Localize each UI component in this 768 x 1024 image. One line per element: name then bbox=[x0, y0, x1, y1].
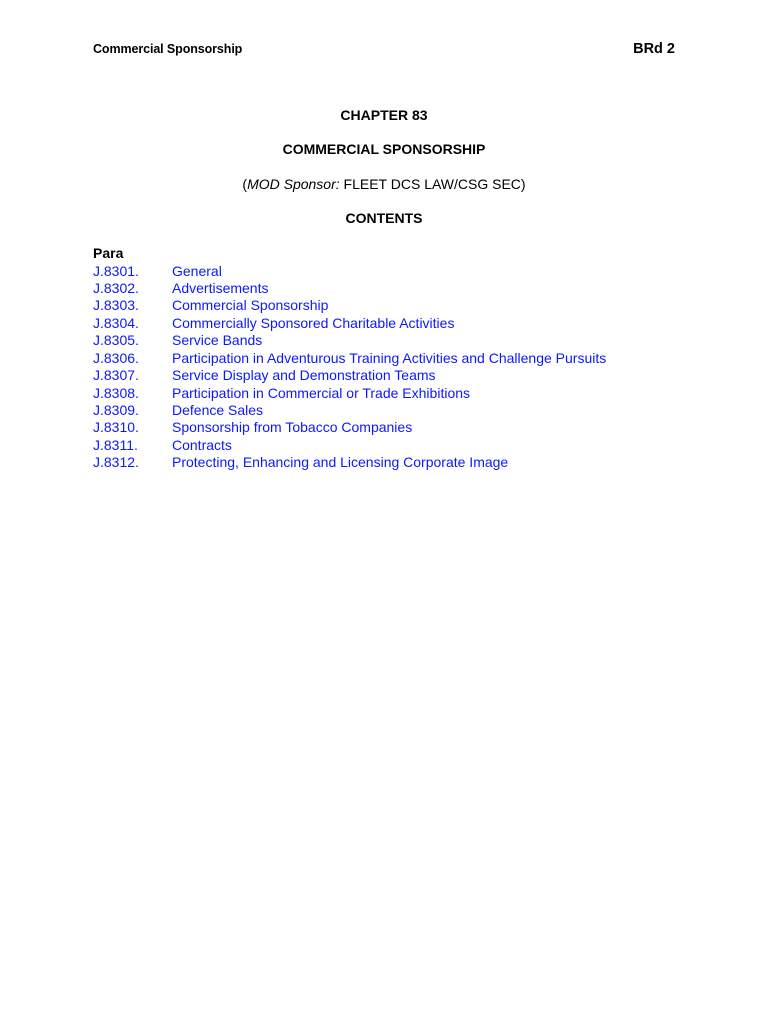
toc-entry[interactable] bbox=[93, 419, 606, 436]
toc-entry[interactable] bbox=[93, 297, 606, 314]
toc-entry-number[interactable]: J.8305. bbox=[93, 332, 139, 349]
chapter-title: COMMERCIAL SPONSORSHIP bbox=[282, 141, 486, 157]
sponsor-value: FLEET DCS LAW/CSG SEC) bbox=[339, 176, 526, 192]
toc-entry-link[interactable]: Advertisements bbox=[172, 279, 269, 296]
toc-entry-number[interactable]: J.8310. bbox=[93, 419, 139, 436]
toc-entry[interactable] bbox=[93, 332, 606, 349]
toc-entry-number[interactable]: J.8309. bbox=[93, 402, 139, 418]
header-document-code: BRd 2 bbox=[633, 41, 675, 57]
toc-entry-link[interactable]: Contracts bbox=[172, 436, 232, 453]
sponsor-label: MOD Sponsor: bbox=[247, 176, 340, 192]
toc-entry-link[interactable]: Defence Sales bbox=[172, 402, 264, 418]
toc-entry[interactable] bbox=[93, 454, 606, 471]
toc-entry-number[interactable]: J.8311. bbox=[93, 436, 138, 453]
sponsor-line bbox=[0, 176, 768, 192]
toc-entry-number[interactable]: J.8307. bbox=[93, 367, 139, 384]
toc-entry-number[interactable]: J.8304. bbox=[93, 314, 139, 331]
toc-entry-link[interactable]: Commercial Sponsorship bbox=[172, 297, 329, 314]
contents-heading: CONTENTS bbox=[345, 210, 423, 226]
toc-entry-number[interactable]: J.8306. bbox=[93, 349, 139, 366]
toc-entry-number[interactable]: J.8303. bbox=[93, 297, 139, 314]
toc-entry-link[interactable]: Participation in Commercial or Trade Exhibitions bbox=[172, 384, 471, 401]
toc-list bbox=[93, 263, 606, 472]
page-header bbox=[93, 41, 675, 61]
chapter-number: CHAPTER 83 bbox=[340, 107, 428, 123]
header-document-title: Commercial Sponsorship bbox=[93, 42, 243, 56]
toc-entry-link[interactable]: Sponsorship from Tobacco Companies bbox=[172, 419, 413, 436]
toc-entry-link[interactable]: General bbox=[172, 262, 222, 279]
toc-column-header: Para bbox=[93, 245, 124, 261]
toc-entry-link[interactable]: Commercially Sponsored Charitable Activities bbox=[172, 314, 455, 331]
toc-entry-link[interactable]: Service Bands bbox=[172, 332, 263, 349]
toc-entry[interactable] bbox=[93, 263, 606, 280]
toc-entry[interactable] bbox=[93, 385, 606, 402]
toc-entry[interactable] bbox=[93, 367, 606, 384]
toc-entry[interactable] bbox=[93, 350, 606, 367]
toc-entry[interactable] bbox=[93, 280, 606, 297]
toc-entry-link[interactable]: Participation in Adventurous Training Activities and Challenge Pursuits bbox=[172, 349, 607, 366]
table-of-contents bbox=[93, 245, 606, 472]
toc-entry-number[interactable]: J.8312. bbox=[93, 454, 139, 471]
toc-entry-number[interactable]: J.8301. bbox=[93, 262, 139, 279]
toc-entry[interactable] bbox=[93, 437, 606, 454]
toc-entry-link[interactable]: Protecting, Enhancing and Licensing Corporate Image bbox=[172, 454, 509, 471]
sponsor-open-paren: ( bbox=[242, 176, 248, 192]
toc-entry[interactable] bbox=[93, 315, 606, 332]
toc-entry-link[interactable]: Service Display and Demonstration Teams bbox=[172, 367, 436, 384]
toc-entry-number[interactable]: J.8302. bbox=[93, 279, 139, 296]
toc-entry[interactable] bbox=[93, 402, 606, 419]
toc-entry-number[interactable]: J.8308. bbox=[93, 384, 139, 401]
